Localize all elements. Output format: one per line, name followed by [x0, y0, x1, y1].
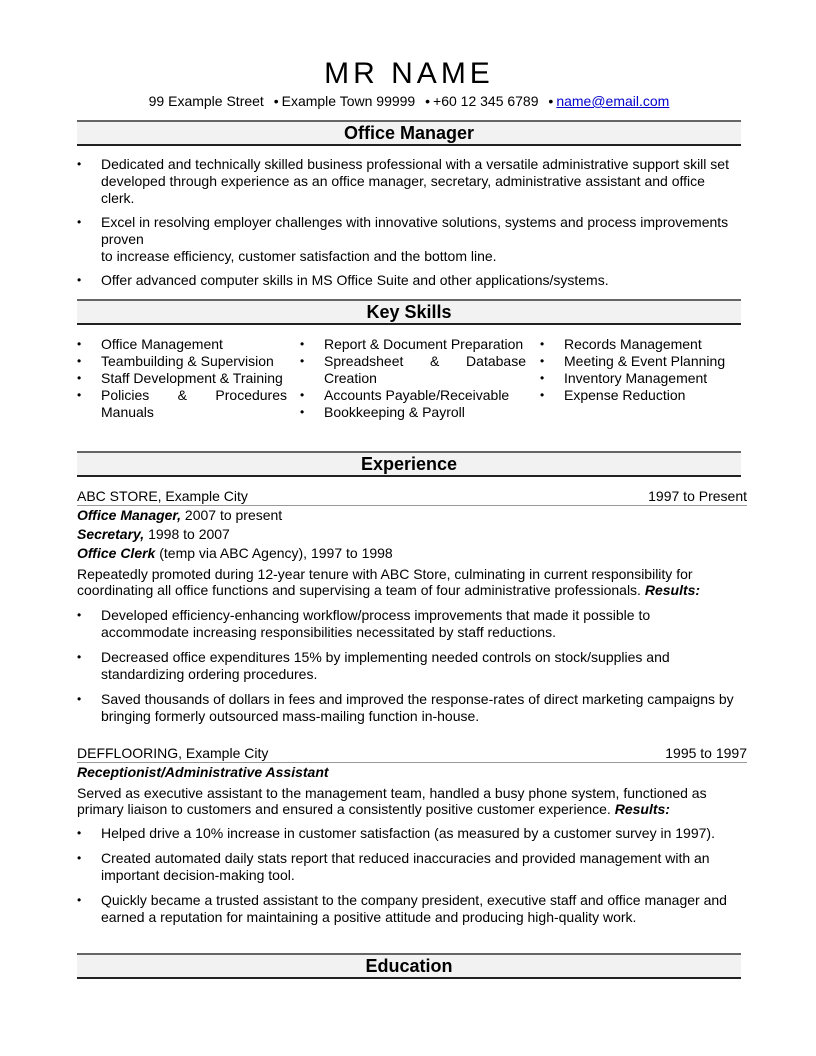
- contact-town: Example Town 99999: [281, 93, 416, 109]
- skill-item: • Meeting & Event Planning: [540, 353, 740, 370]
- job-dates: 1997 to Present: [648, 488, 747, 504]
- job-role-detail: 1998 to 2007: [144, 526, 230, 542]
- job-achievements-list: [77, 825, 741, 934]
- achievement-item: • Helped drive a 10% increase in customer satisfaction (as measured by a customer survey in 1997).: [77, 825, 741, 842]
- job-summary: [77, 785, 741, 817]
- section-heading-office-manager: Office Manager: [77, 120, 741, 146]
- job-summary: [77, 566, 741, 598]
- results-label: Results:: [614, 801, 670, 817]
- achievement-item: • Quickly became a trusted assistant to the company president, executive staff and office manager and earned a reputation for maintaining a positive attitude and producing high-quality work.: [77, 892, 741, 926]
- results-label: Results:: [644, 582, 701, 598]
- skill-item: • Policies & Procedures Manuals: [77, 387, 287, 421]
- job-role-detail: 2007 to present: [181, 507, 283, 523]
- bullet-separator: •: [548, 93, 554, 109]
- job-role: [77, 525, 230, 544]
- bullet-separator: •: [425, 93, 431, 109]
- job-role: [77, 544, 393, 563]
- contact-phone: +60 12 345 6789: [433, 93, 539, 109]
- job-role: [77, 763, 329, 782]
- job-summary-text: Repeatedly promoted during 12-year tenure with ABC Store, culminating in current responsibility for coordinating all office functions and supervising a team of four administrative professionals.: [77, 566, 693, 598]
- skills-column-3: [540, 336, 740, 404]
- achievement-item: • Decreased office expenditures 15% by implementing needed controls on stock/supplies and standardizing ordering procedures.: [77, 649, 741, 683]
- skill-item: • Spreadsheet & Database Creation: [300, 353, 526, 387]
- skill-item: • Expense Reduction: [540, 387, 740, 404]
- skills-column-1: [77, 336, 287, 421]
- summary-item: • Excel in resolving employer challenges with innovative solutions, systems and process improvements proven: [77, 214, 741, 248]
- job-achievements-list: [77, 607, 741, 733]
- job-role-title: Receptionist/Administrative Assistant: [77, 764, 329, 780]
- job-role-title: Office Manager,: [77, 507, 182, 523]
- job-role-title: Secretary,: [77, 526, 145, 542]
- achievement-item: • Saved thousands of dollars in fees and improved the response-rates of direct marketing campaigns by bringing formerly outsourced mass-mailing function in-house.: [77, 691, 741, 725]
- skill-item: • Accounts Payable/Receivable: [300, 387, 526, 404]
- achievement-item: • Developed efficiency-enhancing workflow/process improvements that made it possible to accommodate increasing responsibilities necessitated by staff reductions.: [77, 607, 741, 641]
- job-role-title: Office Clerk: [77, 545, 156, 561]
- contact-line: [77, 92, 741, 110]
- skill-item: • Teambuilding & Supervision: [77, 353, 287, 370]
- section-heading-key-skills: Key Skills: [77, 299, 741, 325]
- skill-item: • Bookkeeping & Payroll: [300, 404, 526, 421]
- skill-item: • Inventory Management: [540, 370, 740, 387]
- summary-item-continuation: [77, 248, 741, 265]
- job-header-row: [77, 487, 747, 506]
- achievement-item: • Created automated daily stats report that reduced inaccuracies and provided management with an important decision-making tool.: [77, 850, 741, 884]
- summary-list: [77, 156, 741, 296]
- skills-column-2: [300, 336, 526, 421]
- bullet-separator: •: [273, 93, 279, 109]
- candidate-name: MR NAME: [324, 57, 494, 90]
- section-heading-education: Education: [77, 953, 741, 979]
- summary-item: • Offer advanced computer skills in MS Office Suite and other applications/systems.: [77, 272, 741, 289]
- section-heading-experience: Experience: [77, 451, 741, 477]
- job-dates: 1995 to 1997: [665, 745, 747, 761]
- job-company: DEFFLOORING, Example City: [77, 745, 269, 761]
- summary-item: • Dedicated and technically skilled business professional with a versatile administrative support skill set developed through experience as an office manager, secretary, administrative assistant and office clerk.: [77, 156, 741, 207]
- job-header-row: [77, 744, 747, 763]
- summary-continuation-text: to increase efficiency, customer satisfaction and the bottom line.: [101, 248, 497, 264]
- job-role: [77, 506, 282, 525]
- job-company: ABC STORE, Example City: [77, 488, 248, 504]
- skill-item: • Records Management: [540, 336, 740, 353]
- contact-email-link[interactable]: name@email.com: [556, 93, 670, 109]
- job-role-detail: (temp via ABC Agency), 1997 to 1998: [155, 545, 393, 561]
- skill-item: • Report & Document Preparation: [300, 336, 526, 353]
- contact-street: 99 Example Street: [148, 93, 264, 109]
- job-summary-text: Served as executive assistant to the management team, handled a busy phone system, functioned as primary liaison to customers and ensured a consistently positive customer experience.: [77, 785, 707, 817]
- skill-item: • Office Management: [77, 336, 287, 353]
- skill-item: • Staff Development & Training: [77, 370, 287, 387]
